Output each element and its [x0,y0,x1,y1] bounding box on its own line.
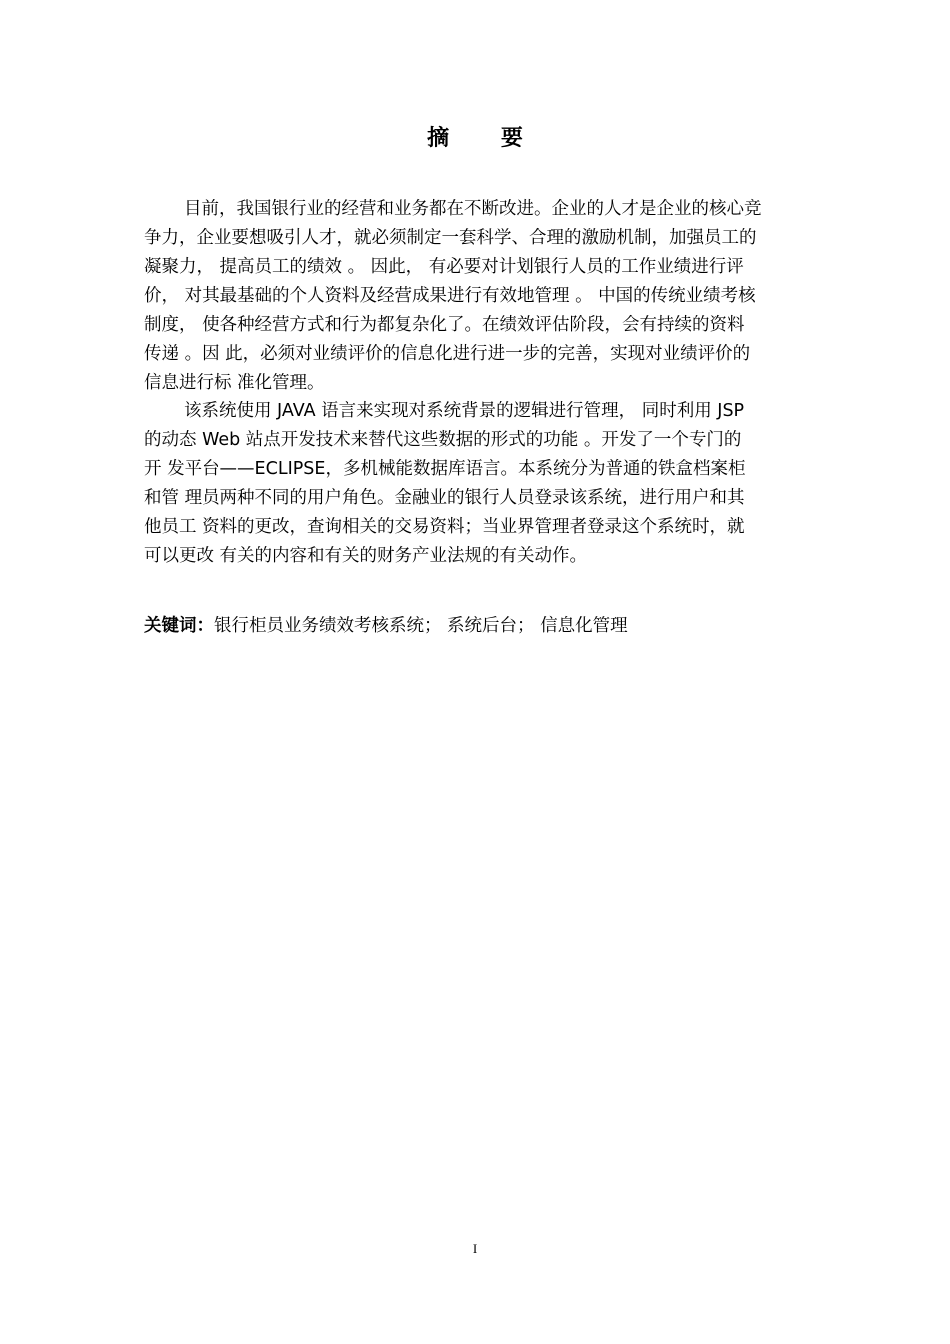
paragraph-line: 的动态 Web 站点开发技术来替代这些数据的形式的功能 。开发了一个专门的 [144,430,742,450]
paragraph-line: 目前，我国银行业的经营和业务都在不断改进。企业的人才是企业的核心竞 [184,199,762,219]
abstract-title: 摘 要 [427,126,545,151]
paragraph-line: 开 发平台——ECLIPSE，多机械能数据库语言。本系统分为普通的铁盒档案柜 [144,459,746,479]
paragraph-line: 传递 。因 此，必须对业绩评价的信息化进行进一步的完善，实现对业绩评价的 [144,344,751,364]
paragraph-line: 和管 理员两种不同的用户角色。金融业的银行人员登录该系统，进行用户和其 [144,488,745,508]
paragraph-line: 可以更改 有关的内容和有关的财务产业法规的有关动作。 [144,546,588,566]
paragraph-line: 价， 对其最基础的个人资料及经营成果进行有效地管理 。 中国的传统业绩考核 [144,286,756,306]
paragraph-line: 制度， 使各种经营方式和行为都复杂化了。在绩效评估阶段，会有持续的资料 [144,315,745,335]
paragraph-line: 争力，企业要想吸引人才，就必须制定一套科学、合理的激励机制，加强员工的 [144,228,757,248]
keywords-label: 关键词： [144,616,214,636]
paragraph-line: 凝聚力， 提高员工的绩效 。 因此， 有必要对计划银行人员的工作业绩进行评 [144,257,744,277]
abstract-paragraph-2 [144,397,808,571]
keywords-line [144,612,808,640]
paragraph-line: 该系统使用 JAVA 语言来实现对系统背景的逻辑进行管理， 同时利用 JSP [184,401,745,421]
paragraph-line: 信息进行标 准化管理。 [144,373,325,393]
abstract-paragraph-1 [144,195,808,398]
paragraph-line: 他员工 资料的更改，查询相关的交易资料；当业界管理者登录这个系统时，就 [144,517,745,537]
keywords-text: 银行柜员业务绩效考核系统； 系统后台； 信息化管理 [214,616,628,636]
page-number: I [472,1241,478,1256]
